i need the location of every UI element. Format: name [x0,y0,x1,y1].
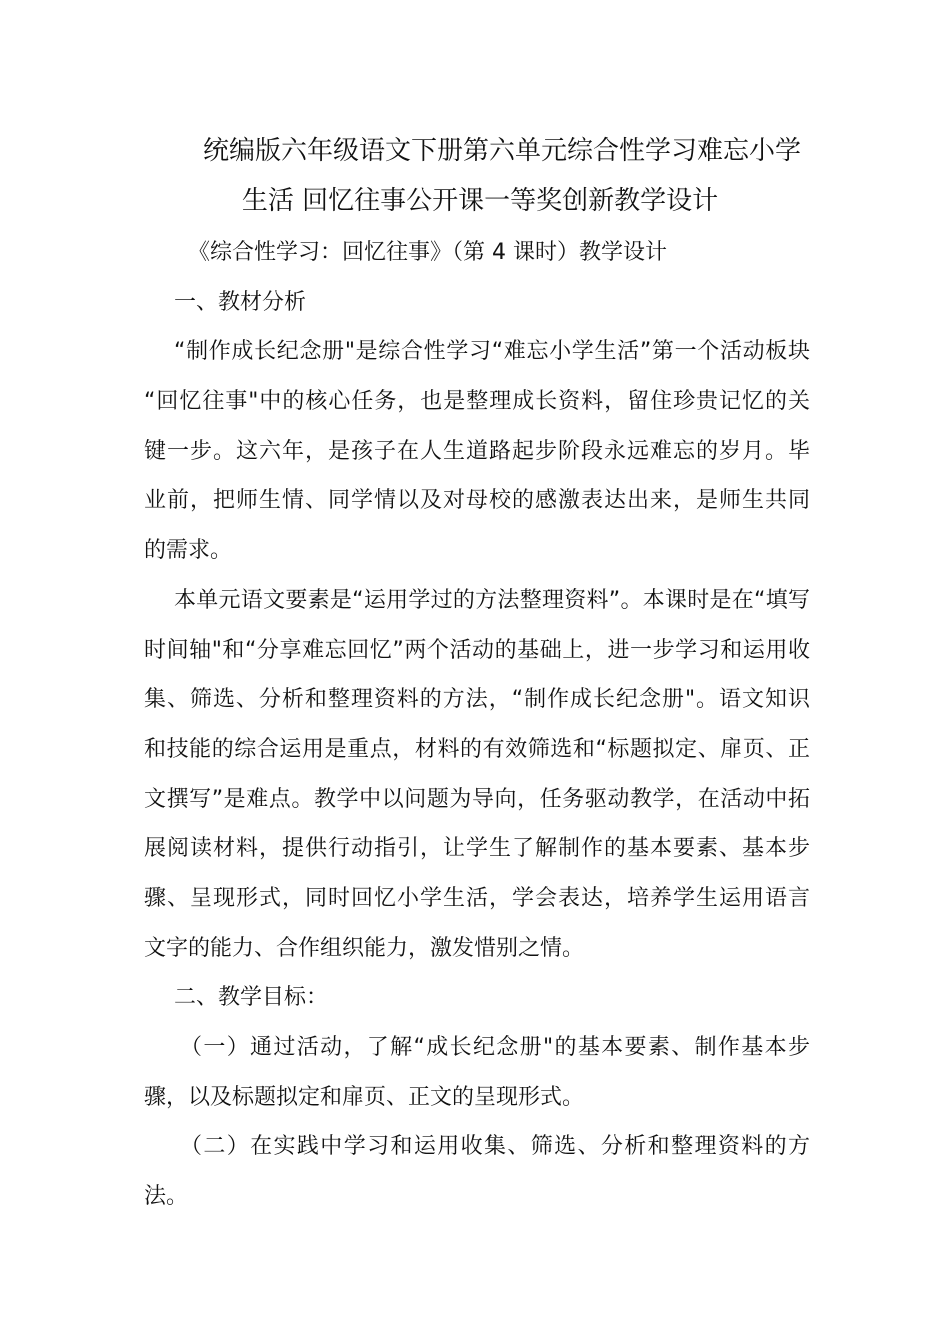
paragraph-2-line-4: 和技能的综合运用是重点，材料的有效筛选和“标题拟定、扉页、正 [144,736,810,762]
paragraph-2-line-2: 时间轴"和“分享难忘回忆”两个活动的基础上，进一步学习和运用收 [144,637,810,663]
title-line-2: 生活 回忆往事公开课一等奖创新教学设计 [241,186,719,216]
paragraph-2-line-5: 文撰写”是难点。教学中以问题为导向，任务驱动教学，在活动中拓 [144,786,810,812]
subtitle: 《综合性学习：回忆往事》（第 4 课时）教学设计 [188,240,667,265]
section-heading-1: 一、教材分析 [174,289,307,315]
paragraph-2-line-8: 文字的能力、合作组织能力，激发惜别之情。 [144,935,585,961]
document-title [150,126,810,226]
goal-2-line-2: 法。 [144,1184,189,1210]
title-line-1: 统编版六年级语文下册第六单元综合性学习难忘小学 [202,136,801,166]
paragraph-1-line-1: “制作成长纪念册"是综合性学习“难忘小学生活”第一个活动板块 [174,339,810,365]
paragraph-1-line-3: 键一步。这六年，是孩子在人生道路起步阶段永远难忘的岁月。毕 [144,438,810,464]
paragraph-2-line-1: 本单元语文要素是“运用学过的方法整理资料”。本课时是在“填写 [174,587,810,613]
document-body [144,228,810,1222]
paragraph-1-line-4: 业前，把师生情、同学情以及对母校的感激表达出来，是师生共同 [144,488,810,514]
goal-2-line-1: （二）在实践中学习和运用收集、筛选、分析和整理资料的方 [180,1134,810,1160]
paragraph-2-line-6: 展阅读材料，提供行动指引，让学生了解制作的基本要素、基本步 [144,836,810,862]
paragraph-1-line-5: 的需求。 [144,538,233,564]
section-heading-2: 二、教学目标： [174,985,329,1011]
goal-1-line-1: （一）通过活动，了解“成长纪念册"的基本要素、制作基本步 [180,1035,810,1060]
paragraph-2-line-7: 骤、呈现形式，同时回忆小学生活，学会表达，培养学生运用语言 [144,885,810,911]
paragraph-1-line-2: “回忆往事"中的核心任务，也是整理成长资料，留住珍贵记忆的关 [144,389,810,415]
paragraph-2-line-3: 集、筛选、分析和整理资料的方法，“制作成长纪念册"。语文知识 [144,687,810,713]
goal-1-line-2: 骤，以及标题拟定和扉页、正文的呈现形式。 [144,1084,585,1110]
